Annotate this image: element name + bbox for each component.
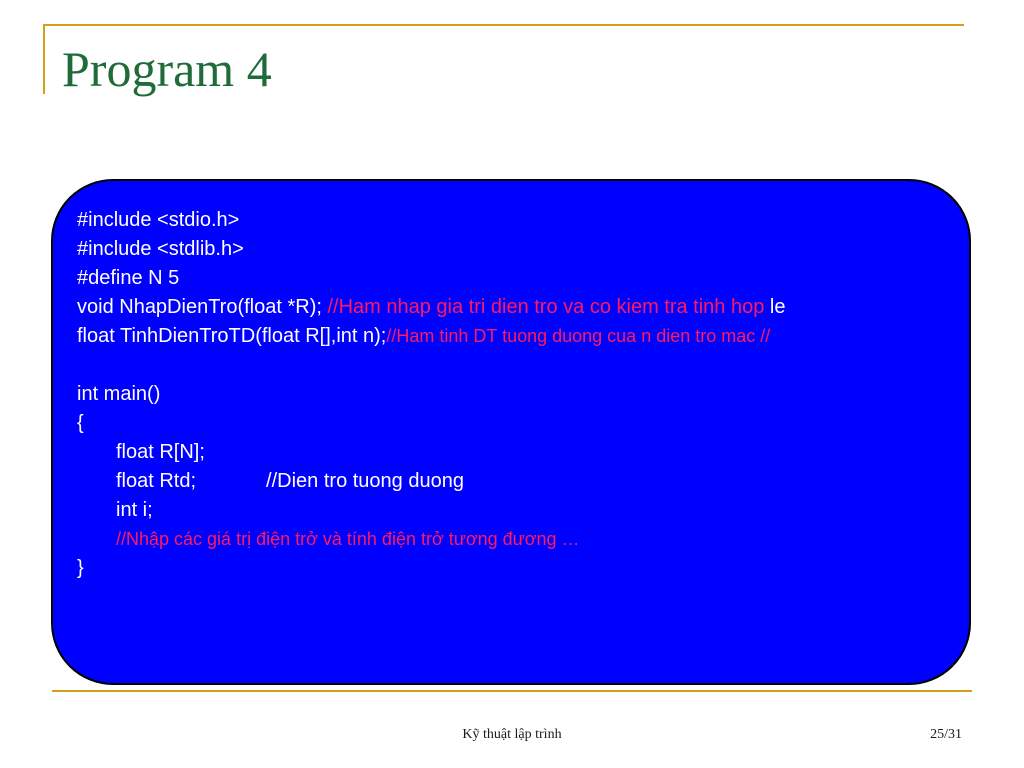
code-line <box>77 293 955 322</box>
blank-line <box>77 351 955 380</box>
code-line <box>77 467 955 496</box>
code-comment: //Dien tro tuong duong <box>266 470 464 492</box>
code-line: #include <stdio.h> <box>77 209 240 231</box>
code-line: float R[N]; <box>116 441 205 463</box>
left-accent-line <box>43 24 45 94</box>
code-text: le <box>764 296 786 318</box>
footer-title: Kỹ thuật lập trình <box>462 727 562 742</box>
page-number: 25/31 <box>930 727 962 742</box>
code-comment: //Ham tinh DT tuong duong cua n dien tro mac // <box>386 326 771 346</box>
code-line: #define N 5 <box>77 267 180 289</box>
code-comment: //Nhập các giá trị điện trở và tính điện trở tương đương … <box>116 529 580 549</box>
code-line: } <box>77 557 84 579</box>
code-text: void NhapDienTro(float *R); <box>77 296 328 318</box>
code-line: int main() <box>77 383 161 405</box>
code-text: float TinhDienTroTD(float R[],int n); <box>77 325 387 347</box>
code-line: int i; <box>116 499 153 521</box>
code-block <box>77 206 955 583</box>
code-line: { <box>77 412 84 434</box>
code-comment: //Ham nhap gia tri dien tro va co kiem tra tinh hop <box>327 296 765 318</box>
code-line <box>77 525 955 554</box>
footer-divider <box>52 690 972 692</box>
code-text: float Rtd; <box>116 470 197 492</box>
code-line: #include <stdlib.h> <box>77 238 244 260</box>
code-line <box>77 322 955 351</box>
slide-title: Program 4 <box>62 41 272 97</box>
code-box <box>51 179 971 685</box>
top-accent-line <box>43 24 964 26</box>
